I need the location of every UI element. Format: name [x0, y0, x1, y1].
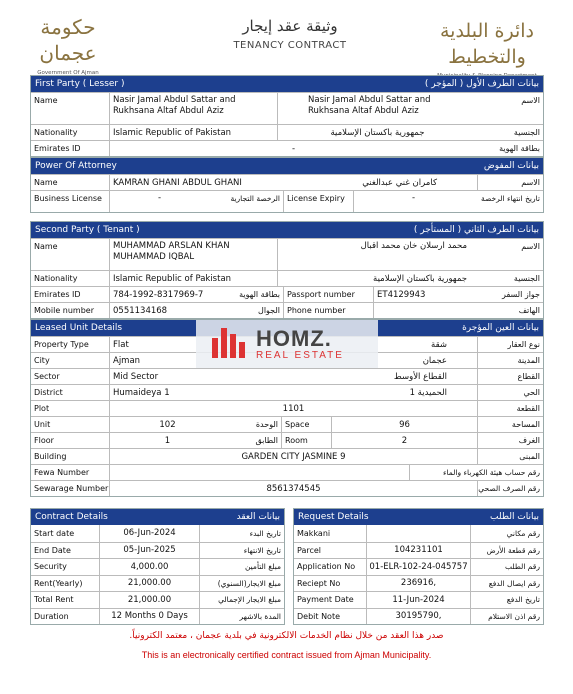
tenant-phone [373, 303, 483, 318]
label-phone: Phone number [283, 303, 373, 318]
document-header [0, 0, 573, 76]
request-label: Parcel [297, 545, 322, 555]
tenant-name-ar: محمد ارسلان خان محمد اقبال [277, 239, 477, 270]
label-license-expiry: License Expiry [283, 191, 353, 212]
poa-name-en: KAMRAN GHANI ABDUL GHANI [109, 175, 293, 190]
label-city-ar: المدينة [477, 353, 543, 368]
request-row [294, 591, 543, 608]
contract-value: 12 Months 0 Days [99, 609, 199, 625]
request-value: 236916, [366, 576, 470, 592]
label-emirates-id-ar: بطاقة الهوية [499, 144, 540, 153]
label-name-ar: الاسم [521, 96, 540, 105]
contract-value: 4,000.00 [99, 559, 199, 575]
request-details-box [293, 508, 544, 625]
contract-row [31, 575, 284, 592]
label-district-ar: الحي [477, 385, 543, 400]
building-row [31, 448, 543, 464]
sewerage-value: 8561374545 [109, 481, 477, 496]
contract-title-en: Contract Details [35, 512, 108, 522]
label-room: Room [281, 433, 331, 448]
first-party-name-row [31, 92, 543, 124]
contract-value: 21,000.00 [99, 592, 199, 608]
first-party-header [31, 76, 543, 92]
property-type-en: Flat [109, 337, 293, 352]
request-label-ar: رقم الطلب [470, 559, 543, 575]
title-en: TENANCY CONTRACT [233, 40, 347, 51]
tenant-mobile: 0551134168 [109, 303, 217, 318]
label-nationality-ar: الجنسية [513, 274, 540, 283]
request-value [366, 525, 470, 542]
label-name: Name [34, 242, 58, 251]
request-row [294, 558, 543, 575]
lesser-name-en-2: Nasir Jamal Abdul Sattar and Rukhsana Altaf Abdul Aziz [277, 93, 477, 124]
request-label-ar: رقم اذن الاستلام [470, 609, 543, 625]
tenant-nationality-en: Islamic Republic of Pakistan [109, 271, 277, 286]
contract-label-ar: مبلغ التأمين [199, 559, 284, 575]
request-title-en: Request Details [298, 512, 369, 522]
label-nationality-ar: الجنسية [513, 128, 540, 137]
label-district: District [34, 388, 63, 397]
contract-row [31, 542, 284, 559]
label-plot: Plot [34, 404, 50, 413]
contract-row [31, 525, 284, 542]
poa-title-en: Power Of Attorney [35, 161, 117, 171]
label-mobile: Mobile number [34, 306, 95, 315]
district-row [31, 384, 543, 400]
tenant-nationality-row [31, 270, 543, 286]
lesser-name-en: Nasir Jamal Abdul Sattar and Rukhsana Altaf Abdul Aziz [109, 93, 277, 124]
poa-title-ar: بيانات المفوض [483, 161, 539, 171]
tenant-nationality-ar: جمهورية باكستان الإسلامية [277, 271, 477, 286]
request-value: 11-Jun-2024 [366, 592, 470, 608]
label-phone-ar: الهاتف [518, 306, 540, 315]
municipality-logo [412, 18, 562, 79]
poa-license-row [31, 190, 543, 212]
ajman-government-logo [28, 14, 108, 76]
district-ar: الحميدية 1 [409, 387, 447, 398]
contract-row [31, 591, 284, 608]
plot-row [31, 400, 543, 416]
label-unit-ar: الوحدة [255, 420, 278, 429]
second-party-header [31, 222, 543, 238]
homz-watermark [196, 320, 378, 368]
request-value: 01-ELR-102-24-045757 [366, 559, 470, 575]
watermark-sub: REAL ESTATE [256, 349, 344, 361]
label-space-ar: المساحة [477, 417, 543, 432]
left-logo-en: Government Of Ajman [37, 70, 99, 76]
contract-label-ar: تاريخ البدء [199, 525, 284, 542]
watermark-brand: HOMZ. [256, 325, 332, 351]
unit-title-en: Leased Unit Details [35, 323, 123, 333]
request-label-ar: رقم مكاني [470, 525, 543, 542]
second-party-section [30, 221, 544, 319]
label-floor-ar: الطابق [255, 436, 278, 445]
request-label: Makkani [297, 528, 331, 538]
label-sewerage-ar: رقم الصرف الصحي [477, 481, 543, 496]
building-value: GARDEN CITY JASMINE 9 [109, 449, 477, 464]
lesser-emirates-id: - [109, 141, 477, 156]
contract-title-ar: بيانات العقد [236, 512, 280, 522]
label-fewa-ar: رقم حساب هيئة الكهرباء والماء [409, 465, 543, 480]
label-floor: Floor [34, 436, 54, 445]
label-room-ar: الغرف [477, 433, 543, 448]
first-party-title-ar: بيانات الطرف الأول ( المؤجر ) [424, 79, 539, 89]
right-logo-ar: دائرة البلدية والتخطيط [439, 20, 535, 68]
sector-en: Mid Sector [109, 369, 293, 384]
request-label-ar: رقم قطعة الأرض [470, 543, 543, 559]
request-row [294, 575, 543, 592]
homz-logo-icon [210, 326, 246, 362]
room-value: 2 [331, 433, 477, 448]
second-party-title-en: Second Party ( Tenant ) [35, 225, 140, 235]
document-title [180, 16, 400, 51]
first-party-section [30, 75, 544, 157]
label-sector-ar: القطاع [477, 369, 543, 384]
request-value: 30195790, [366, 609, 470, 625]
label-business-license: Business License [34, 194, 102, 203]
label-license-expiry-ar: تاريخ انتهاء الرخصة [480, 194, 540, 203]
label-nationality: Nationality [34, 128, 78, 137]
city-en: Ajman [109, 353, 293, 368]
tenant-phone-row [31, 302, 543, 318]
label-property-type: Property Type [34, 340, 89, 349]
label-emirates-id-ar: بطاقة الهوية [239, 290, 280, 299]
certification-note-en: This is an electronically certified contract issued from Ajman Municipality. [141, 650, 432, 660]
label-fewa: Fewa Number [34, 468, 90, 477]
tenant-name-row [31, 238, 543, 270]
license-expiry-value: - [353, 191, 473, 212]
label-passport: Passport number [283, 287, 373, 302]
request-header [294, 509, 543, 525]
request-label: Payment Date [297, 595, 354, 605]
first-party-nationality-row [31, 124, 543, 140]
contract-label-ar: مبلغ الايجار(السنوي) [199, 576, 284, 592]
plot-value: 1101 [109, 401, 477, 416]
poa-name-ar: كامران غني عبدالغني [362, 177, 437, 188]
label-sector: Sector [34, 372, 60, 381]
contract-value: 21,000.00 [99, 576, 199, 592]
sector-ar: القطاع الأوسط [393, 371, 447, 382]
label-plot-ar: القطعة [477, 401, 543, 416]
contract-row [31, 558, 284, 575]
district-en: Humaideya 1 [109, 385, 293, 400]
label-building-ar: المبنى [477, 449, 543, 464]
city-ar: عجمان [422, 355, 447, 366]
poa-name-row [31, 174, 543, 190]
label-name: Name [34, 178, 58, 187]
label-nationality: Nationality [34, 274, 78, 283]
power-of-attorney-section [30, 157, 544, 213]
contract-label: Rent(Yearly) [34, 578, 83, 588]
tenant-eid-row [31, 286, 543, 302]
request-label: Application No [297, 562, 356, 572]
contract-label: Duration [34, 611, 69, 621]
unit-space-row [31, 416, 543, 432]
label-property-type-ar: نوع العقار [477, 337, 543, 352]
contract-label: Security [34, 562, 67, 572]
tenant-name-en: MUHAMMAD ARSLAN KHAN MUHAMMAD IQBAL [109, 239, 277, 270]
contract-value: 06-Jun-2024 [99, 525, 199, 542]
label-emirates-id: Emirates ID [34, 144, 81, 153]
request-row [294, 608, 543, 625]
contract-label-ar: تاريخ الانتهاء [199, 543, 284, 559]
request-row [294, 542, 543, 559]
label-emirates-id: Emirates ID [34, 290, 81, 299]
first-party-title-en: First Party ( Lesser ) [35, 79, 125, 89]
label-sewerage: Sewarage Number [34, 484, 109, 493]
request-label: Debit Note [297, 611, 340, 621]
tenant-passport: ET4129943 [373, 287, 483, 302]
label-name-ar: الاسم [521, 242, 540, 251]
label-passport-ar: جواز السفر [502, 290, 540, 299]
label-name: Name [34, 96, 58, 105]
request-row [294, 525, 543, 542]
floor-value: 1 [109, 433, 225, 448]
first-party-eid-row [31, 140, 543, 156]
request-label: Reciept No [297, 578, 341, 588]
label-building: Building [34, 452, 67, 461]
fewa-row [31, 464, 543, 480]
unit-title-ar: بيانات العين المؤجرة [462, 323, 539, 333]
contract-value: 05-Jun-2025 [99, 543, 199, 559]
contract-details-box [30, 508, 285, 625]
sector-row [31, 368, 543, 384]
contract-header [31, 509, 284, 525]
label-space: Space [281, 417, 331, 432]
request-label-ar: رقم ايصال الدفع [470, 576, 543, 592]
contract-label-ar: المدة بالاشهر [199, 609, 284, 625]
label-name-ar: الاسم [477, 175, 543, 190]
contract-label-ar: مبلغ الايجار الإجمالي [199, 592, 284, 608]
title-ar: وثيقة عقد إيجار [242, 17, 338, 35]
label-business-license-ar: الرخصة التجارية [230, 194, 280, 203]
request-label-ar: تاريخ الدفع [470, 592, 543, 608]
second-party-title-ar: بيانات الطرف الثاني ( المستأجر ) [413, 225, 539, 235]
label-city: City [34, 356, 50, 365]
contract-row [31, 608, 284, 625]
lesser-nationality-ar: جمهورية باكستان الإسلامية [277, 125, 477, 140]
contract-label: Total Rent [34, 595, 74, 605]
contract-label: Start date [34, 528, 75, 538]
request-title-ar: بيانات الطلب [490, 512, 539, 522]
request-value: 104231101 [366, 543, 470, 559]
unit-value: 102 [109, 417, 225, 432]
tenant-emirates-id: 784-1992-8317969-7 [109, 287, 217, 302]
fewa-value [109, 465, 409, 480]
lesser-nationality-en: Islamic Republic of Pakistan [109, 125, 277, 140]
floor-room-row [31, 432, 543, 448]
label-unit: Unit [34, 420, 51, 429]
sewerage-row [31, 480, 543, 496]
left-logo-ar: حكومة عجمان [39, 15, 97, 65]
poa-header [31, 158, 543, 174]
label-mobile-ar: الجوال [258, 306, 280, 315]
business-license-value: - [109, 191, 209, 212]
property-type-ar: شقة [431, 339, 447, 350]
certification-note-ar: صدر هذا العقد من خلال نظام الخدمات الالكترونية في بلدية عجمان ، معتمد الكترونياً. [129, 631, 444, 641]
contract-label: End Date [34, 545, 71, 555]
space-value: 96 [331, 417, 477, 432]
